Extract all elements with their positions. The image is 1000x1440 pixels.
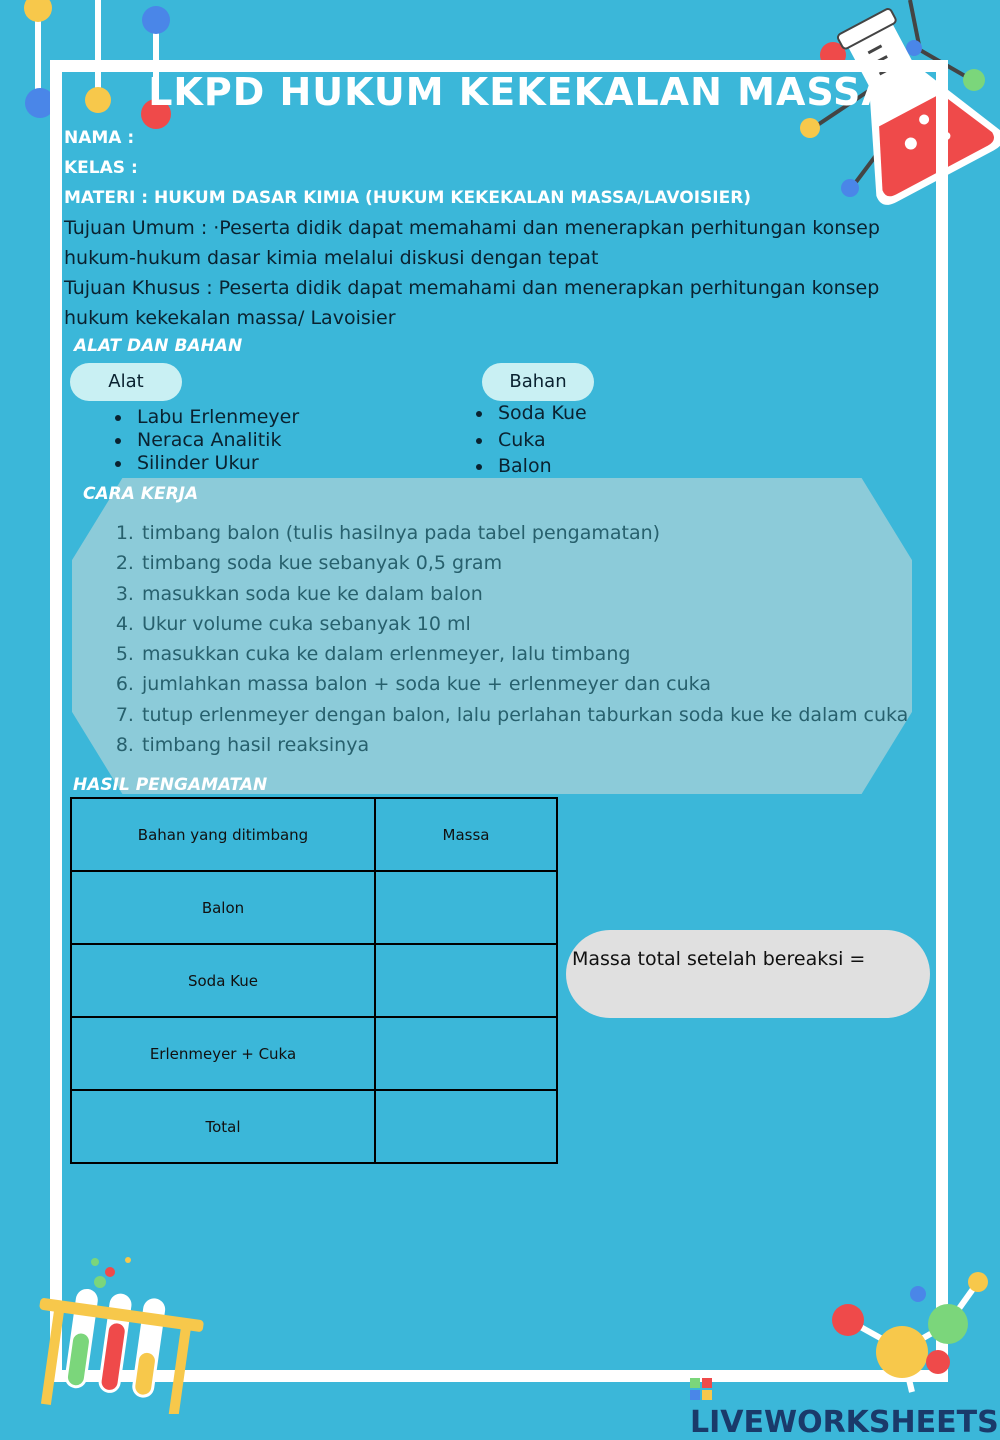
table-cell-bahan: Soda Kue [71,944,375,1017]
list-item: • Balon [494,453,587,480]
alat-pill: Alat [70,363,182,401]
step-item: 5. masukkan cuka ke dalam erlenmeyer, lalu timbang [140,639,908,669]
table-row [71,1017,557,1090]
bahan-pill: Bahan [482,363,594,401]
step-item: 2. timbang soda kue sebanyak 0,5 gram [140,548,908,578]
table-cell-bahan: Balon [71,871,375,944]
bahan-list [470,400,587,480]
table-row [71,871,557,944]
brand-text: LIVEWORKSHEETS [690,1405,999,1440]
step-item: 6. jumlahkan massa balon + soda kue + erlenmeyer dan cuka [140,669,908,699]
table-row [71,944,557,1017]
table-header-massa: Massa [375,798,557,871]
table-cell-bahan: Erlenmeyer + Cuka [71,1017,375,1090]
table-row [71,1090,557,1163]
alat-list [109,406,299,475]
list-item: • Neraca Analitik [133,429,299,452]
observation-table [70,797,558,1164]
cara-kerja-steps [114,518,908,760]
massa-input-cell[interactable] [375,871,557,944]
table-cell-bahan: Total [71,1090,375,1163]
list-item: • Cuka [494,427,587,454]
step-item: 7. tutup erlenmeyer dengan balon, lalu perlahan taburkan soda kue ke dalam cuka [140,700,908,730]
massa-total-box[interactable] [566,930,930,1018]
cara-kerja-heading: CARA KERJA [83,484,199,504]
tujuan-umum: Tujuan Umum : ·Peserta didik dapat memahami dan menerapkan perhitungan konsep hukum-hukum dasar kimia melalui diskusi dengan tepat [64,217,880,269]
list-item: • Silinder Ukur [133,452,299,475]
alat-bahan-heading: ALAT DAN BAHAN [74,336,243,356]
test-tubes-icon [0,1254,220,1414]
table-header-bahan: Bahan yang ditimbang [71,798,375,871]
step-item: 8. timbang hasil reaksinya [140,730,908,760]
list-item: • Labu Erlenmeyer [133,406,299,429]
table-row [71,798,557,871]
tujuan-khusus: Tujuan Khusus : Peserta didik dapat memahami dan menerapkan perhitungan konsep hukum kekekalan massa/ Lavoisier [64,277,880,329]
step-item: 1. timbang balon (tulis hasilnya pada tabel pengamatan) [140,518,908,548]
materi-label: MATERI : HUKUM DASAR KIMIA (HUKUM KEKEKALAN MASSA/LAVOISIER) [64,188,752,208]
nama-label: NAMA : [64,128,135,148]
step-item: 4. Ukur volume cuka sebanyak 10 ml [140,609,908,639]
step-item: 3. masukkan soda kue ke dalam balon [140,579,908,609]
massa-total-label: Massa total setelah bereaksi = [572,948,866,970]
hasil-heading: HASIL PENGAMATAN [73,775,268,795]
kelas-label: KELAS : [64,158,138,178]
massa-input-cell[interactable] [375,944,557,1017]
liveworksheets-logo-icon [690,1378,712,1400]
page-title: LKPD HUKUM KEKEKALAN MASSA [148,70,892,114]
list-item: • Soda Kue [494,400,587,427]
massa-input-cell[interactable] [375,1017,557,1090]
liveworksheets-logo[interactable] [690,1370,1000,1440]
massa-input-cell[interactable] [375,1090,557,1163]
